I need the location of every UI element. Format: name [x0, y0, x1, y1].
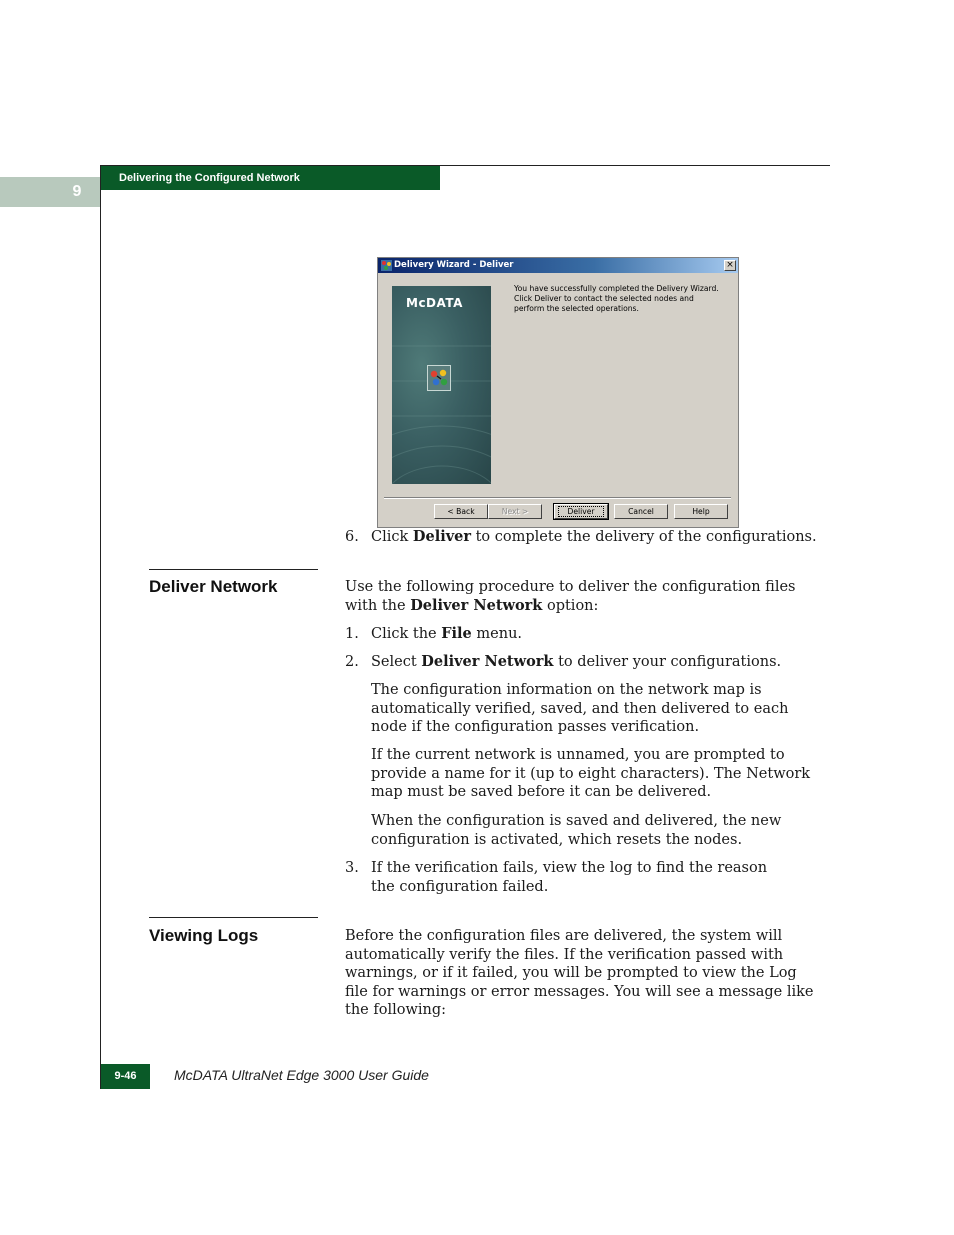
step-2-para-b: If the current network is unnamed, you are prompted to provide a name for it (up to eight characters). The Network map must be saved before it can be delivered.	[371, 747, 811, 800]
heading-viewing-logs: Viewing Logs	[149, 926, 259, 945]
nodes-wizard-icon	[427, 365, 451, 391]
step-2-post: to deliver your configurations.	[553, 654, 782, 670]
next-button[interactable]: Next >	[488, 504, 542, 519]
page-number: 9-46	[114, 1070, 137, 1082]
help-button[interactable]: Help	[674, 504, 728, 519]
step-6-text	[371, 528, 821, 547]
step-1-number: 1.	[345, 626, 359, 642]
chapter-number: 9	[72, 183, 82, 200]
section-rule-deliver	[149, 569, 318, 570]
step-2-para-c: When the configuration is saved and delivered, the new configuration is activated, which resets the nodes.	[371, 813, 782, 848]
step-3-text: If the verification fails, view the log to find the reason the configuration failed.	[371, 860, 768, 895]
step-3-number: 3.	[345, 860, 359, 876]
deliver-button[interactable]	[554, 504, 608, 519]
wizard-icon	[381, 260, 392, 271]
section-rule-logs	[149, 917, 318, 918]
step-6-number: 6.	[345, 529, 359, 545]
close-button[interactable]: ×	[724, 260, 736, 271]
mcdata-logo-text: McDATA	[406, 296, 463, 310]
step-1-post: menu.	[471, 626, 523, 642]
viewing-logs-text: Before the configuration files are delivered, the system will automatically verify the files. If the verification passed with warnings, or if it failed, you will be prompted to view the Log file for warnings or error messages. You will see a message like the following:	[345, 928, 814, 1018]
deliver-button-label: Deliver	[558, 506, 603, 517]
heading-deliver-network: Deliver Network	[149, 577, 278, 596]
mcdata-logo	[406, 296, 463, 310]
step-6-post: to complete the delivery of the configurations.	[471, 529, 817, 545]
step-1-bold: File	[441, 625, 472, 642]
dialog-title: Delivery Wizard - Deliver	[394, 260, 514, 270]
intro-bold: Deliver Network	[410, 596, 543, 614]
dialog-separator	[384, 497, 731, 499]
book-title: McDATA UltraNet Edge 3000 User Guide	[174, 1067, 429, 1083]
running-header-title: Delivering the Configured Network	[119, 172, 300, 184]
step-2-pre: Select	[371, 654, 422, 670]
step-1-text	[371, 625, 821, 644]
cancel-button[interactable]: Cancel	[614, 504, 668, 519]
intro-pre: Use the following procedure to deliver the configuration files with the	[345, 579, 796, 614]
step-2-bold: Deliver Network	[421, 653, 554, 670]
step-2-number: 2.	[345, 654, 359, 670]
step-6-pre: Click	[371, 529, 413, 545]
left-margin-rule	[100, 165, 101, 1089]
step-2-text	[371, 653, 821, 672]
step-2-para-a: The configuration information on the network map is automatically verified, saved, and then delivered to each node if the configuration passes verification.	[371, 682, 789, 735]
back-button[interactable]: < Back	[434, 504, 488, 519]
deliver-intro	[345, 578, 823, 615]
step-6-bold: Deliver	[412, 528, 471, 545]
step-1-pre: Click the	[371, 626, 442, 642]
intro-post: option:	[542, 597, 599, 614]
wizard-message: You have successfully completed the Delivery Wizard. Click Deliver to contact the selected nodes and perform the selected operations.	[514, 284, 719, 313]
